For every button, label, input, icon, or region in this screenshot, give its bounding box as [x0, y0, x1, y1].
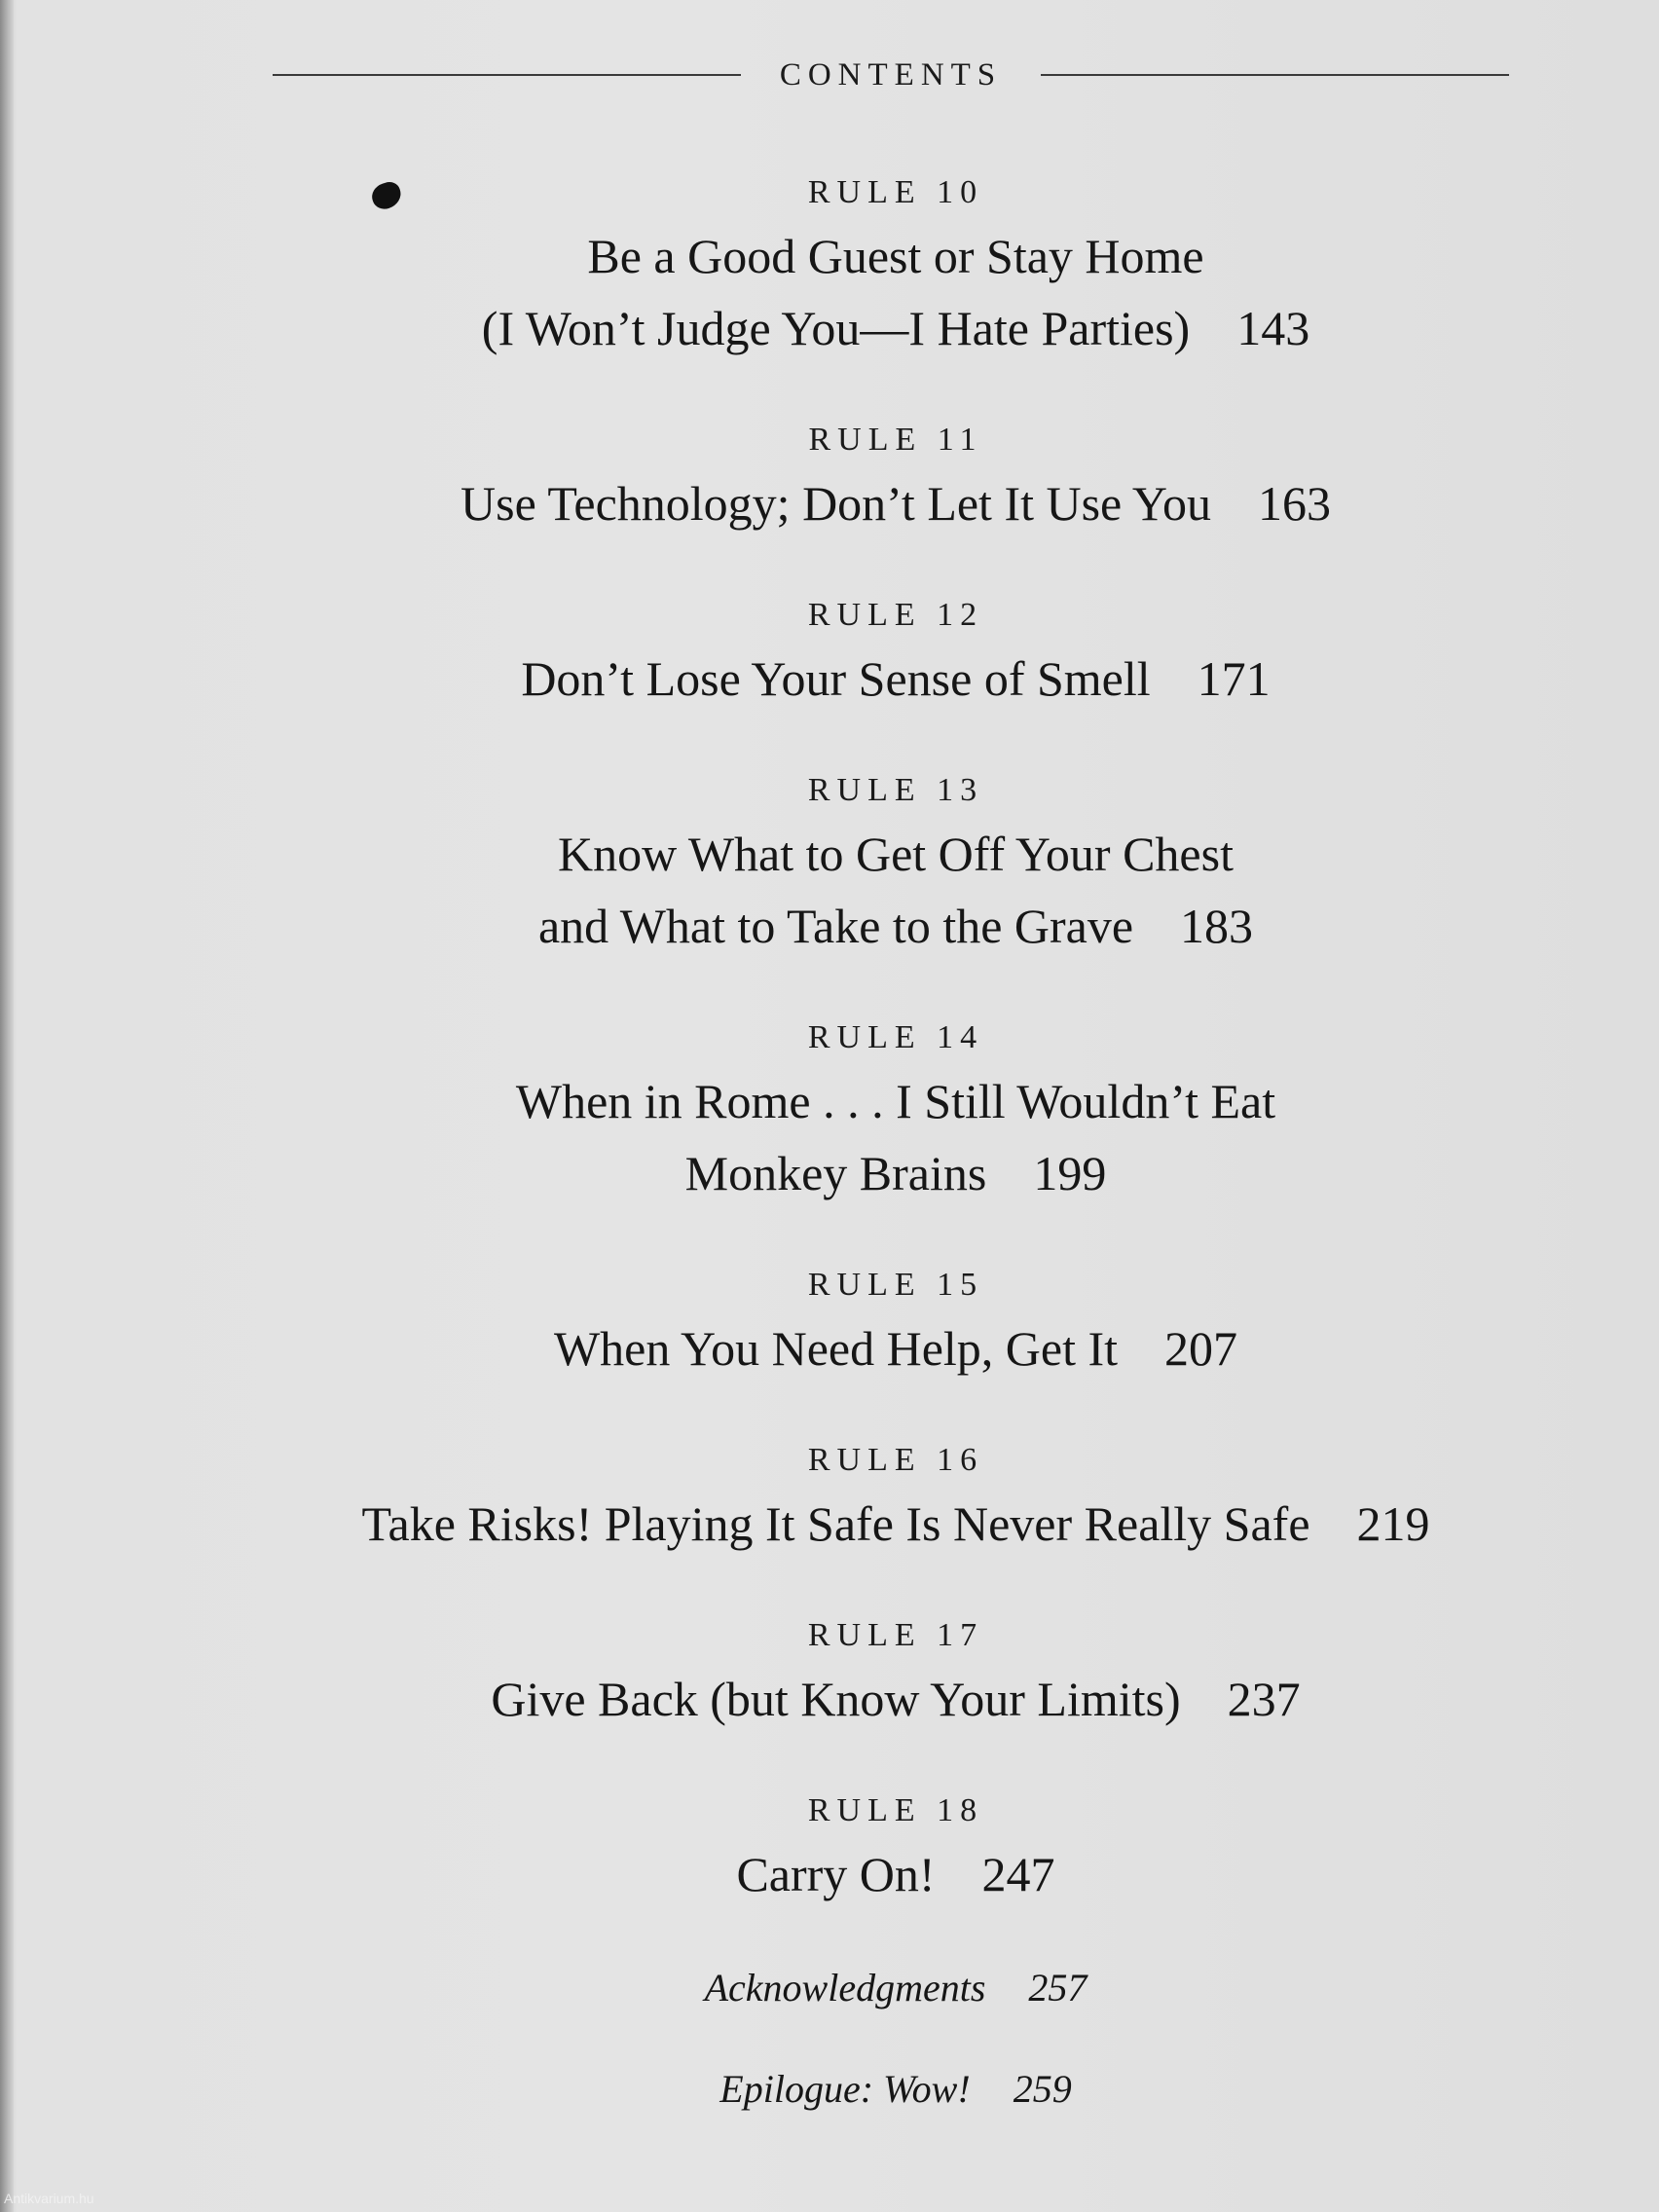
page-number: 257 [1028, 1966, 1088, 2009]
entry-title: Know What to Get Off Your Chest [558, 827, 1234, 881]
entry-title: Monkey Brains [684, 1146, 987, 1200]
header-rule-right [1041, 74, 1509, 76]
toc-entry-rule-17 [292, 1608, 1499, 1735]
rule-label: RULE 14 [807, 1019, 984, 1055]
page-number: 143 [1236, 301, 1310, 355]
rule-label: RULE 12 [807, 597, 984, 633]
entry-title-line [292, 818, 1499, 890]
entry-title-line [292, 1137, 1499, 1209]
page-title: CONTENTS [779, 56, 1003, 92]
toc-entry-acknowledgments [292, 1959, 1499, 2017]
page-number: 171 [1197, 651, 1271, 706]
entry-title: Be a Good Guest or Stay Home [587, 229, 1204, 283]
entry-title: Give Back (but Know Your Limits) [491, 1672, 1181, 1726]
entry-title: Epilogue: Wow! [719, 2067, 971, 2111]
entry-title-line [292, 1312, 1499, 1384]
toc-entry-rule-11 [292, 413, 1499, 539]
rule-label: RULE 18 [807, 1792, 984, 1828]
entry-title: When You Need Help, Get It [553, 1321, 1119, 1376]
toc-entry-rule-18 [292, 1784, 1499, 1910]
entry-title-line [292, 220, 1499, 292]
header-rule-left [273, 74, 741, 76]
page-number: 183 [1180, 899, 1254, 953]
entry-title-line [292, 890, 1499, 962]
entry-title-line [292, 292, 1499, 364]
entry-title: and What to Take to the Grave [537, 899, 1134, 953]
entry-title-line [292, 467, 1499, 539]
page-number: 219 [1356, 1496, 1430, 1551]
watermark-text: Antikvarium.hu [4, 2191, 94, 2206]
page-number: 199 [1033, 1146, 1107, 1200]
page-number: 259 [1013, 2067, 1072, 2111]
toc-entry-rule-12 [292, 588, 1499, 715]
entry-title: Use Technology; Don’t Let It Use You [461, 476, 1211, 531]
entry-title-line [292, 1065, 1499, 1137]
page-spine-edge [0, 0, 14, 2212]
rule-label: RULE 16 [807, 1442, 984, 1478]
rule-label: RULE 11 [808, 422, 983, 458]
page-number: 207 [1164, 1321, 1238, 1376]
table-of-contents [292, 166, 1499, 2161]
toc-entry-rule-14 [292, 1011, 1499, 1209]
rule-label: RULE 10 [807, 174, 984, 210]
toc-entry-rule-10 [292, 166, 1499, 364]
entry-title: Take Risks! Playing It Safe Is Never Really Safe [361, 1496, 1310, 1551]
entry-title: Carry On! [736, 1847, 936, 1901]
entry-title: When in Rome . . . I Still Wouldn’t Eat [515, 1074, 1276, 1128]
rule-label: RULE 15 [807, 1267, 984, 1303]
rule-label: RULE 17 [807, 1617, 984, 1653]
rule-label: RULE 13 [807, 772, 984, 808]
toc-entry-epilogue [292, 2060, 1499, 2119]
entry-title: (I Won’t Judge You—I Hate Parties) [481, 301, 1191, 355]
toc-entry-rule-15 [292, 1258, 1499, 1384]
entry-title-line [292, 1488, 1499, 1560]
contents-header [273, 51, 1509, 99]
entry-title-line [292, 1838, 1499, 1910]
page-number: 163 [1258, 476, 1331, 531]
toc-entry-rule-13 [292, 763, 1499, 962]
entry-title: Acknowledgments [704, 1966, 986, 2009]
entry-title: Don’t Lose Your Sense of Smell [521, 651, 1151, 706]
entry-title-line [292, 1663, 1499, 1735]
toc-entry-rule-16 [292, 1433, 1499, 1560]
entry-title-line [292, 643, 1499, 715]
page-number: 237 [1227, 1672, 1301, 1726]
page-number: 247 [981, 1847, 1055, 1901]
